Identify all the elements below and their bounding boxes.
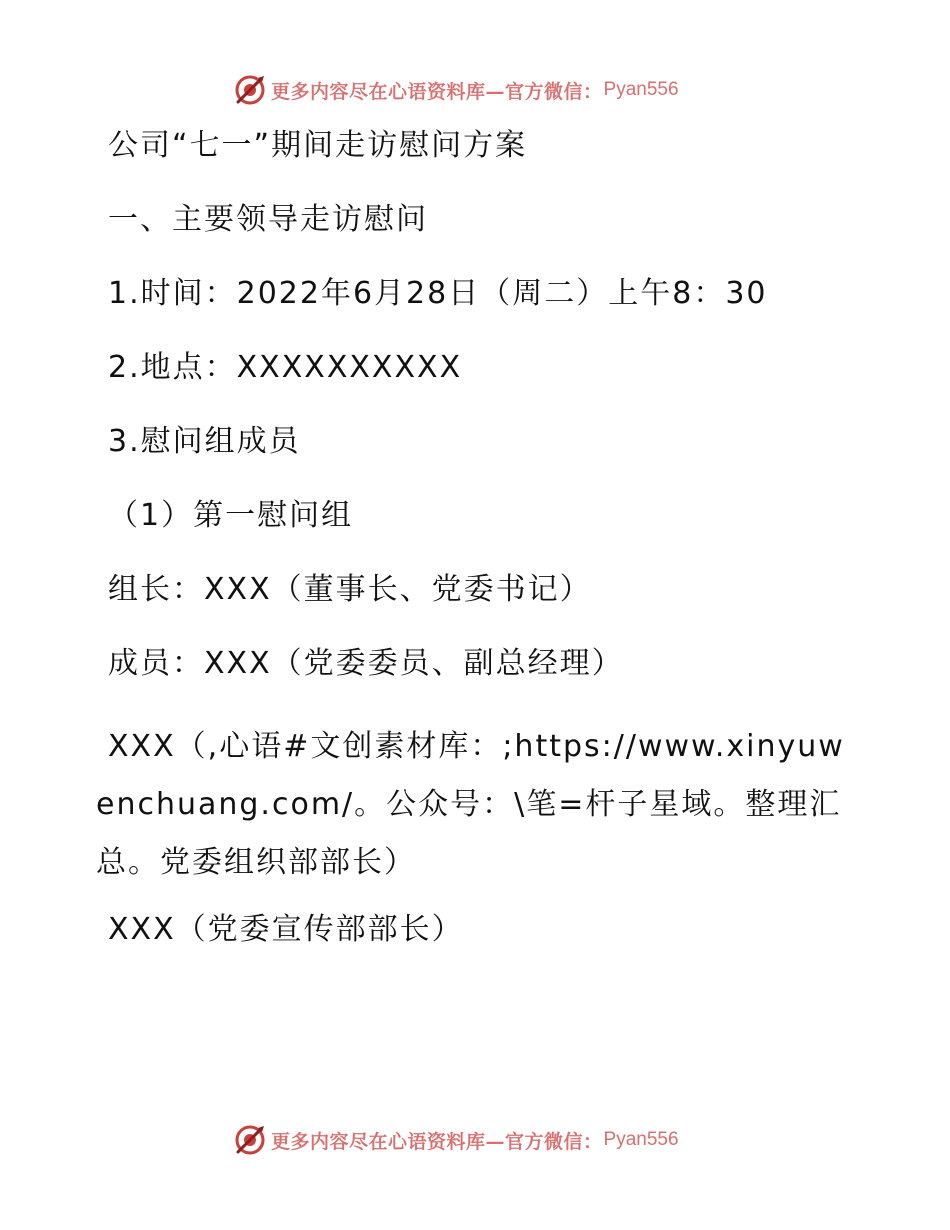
document-title: 公司“七一”期间走访慰问方案 <box>108 128 528 163</box>
banner-text: 更多内容尽在心语资料库—官方微信： <box>271 1130 603 1153</box>
footer-watermark-banner <box>233 1120 679 1160</box>
group-leader: 组长：XXX（董事长、党委书记） <box>108 572 592 607</box>
banner-text: 更多内容尽在心语资料库—官方微信： <box>271 80 603 103</box>
header-watermark-banner <box>233 70 679 110</box>
item-time: 1.时间：2022年6月28日（周二）上午8：30 <box>108 276 768 311</box>
brush-logo-icon <box>233 1123 267 1157</box>
group-heading: （1）第一慰问组 <box>108 498 354 533</box>
group-member-paragraph: XXX（,心语#文创素材库：;https://www.xinyuwenchuang.com/。公众号：\笔=杆子星域。整理汇总。党委组织部部长） <box>96 729 845 880</box>
section-heading: 一、主要领导走访慰问 <box>108 202 428 237</box>
item-members: 3.慰问组成员 <box>108 424 301 459</box>
banner-handle: Pyan556 <box>603 79 679 100</box>
group-member: 成员：XXX（党委委员、副总经理） <box>108 646 624 681</box>
brush-logo-icon <box>233 73 267 107</box>
item-place: 2.地点：XXXXXXXXXX <box>108 350 463 385</box>
banner-handle: Pyan556 <box>603 1129 679 1150</box>
group-member: XXX（党委宣传部部长） <box>108 912 464 947</box>
